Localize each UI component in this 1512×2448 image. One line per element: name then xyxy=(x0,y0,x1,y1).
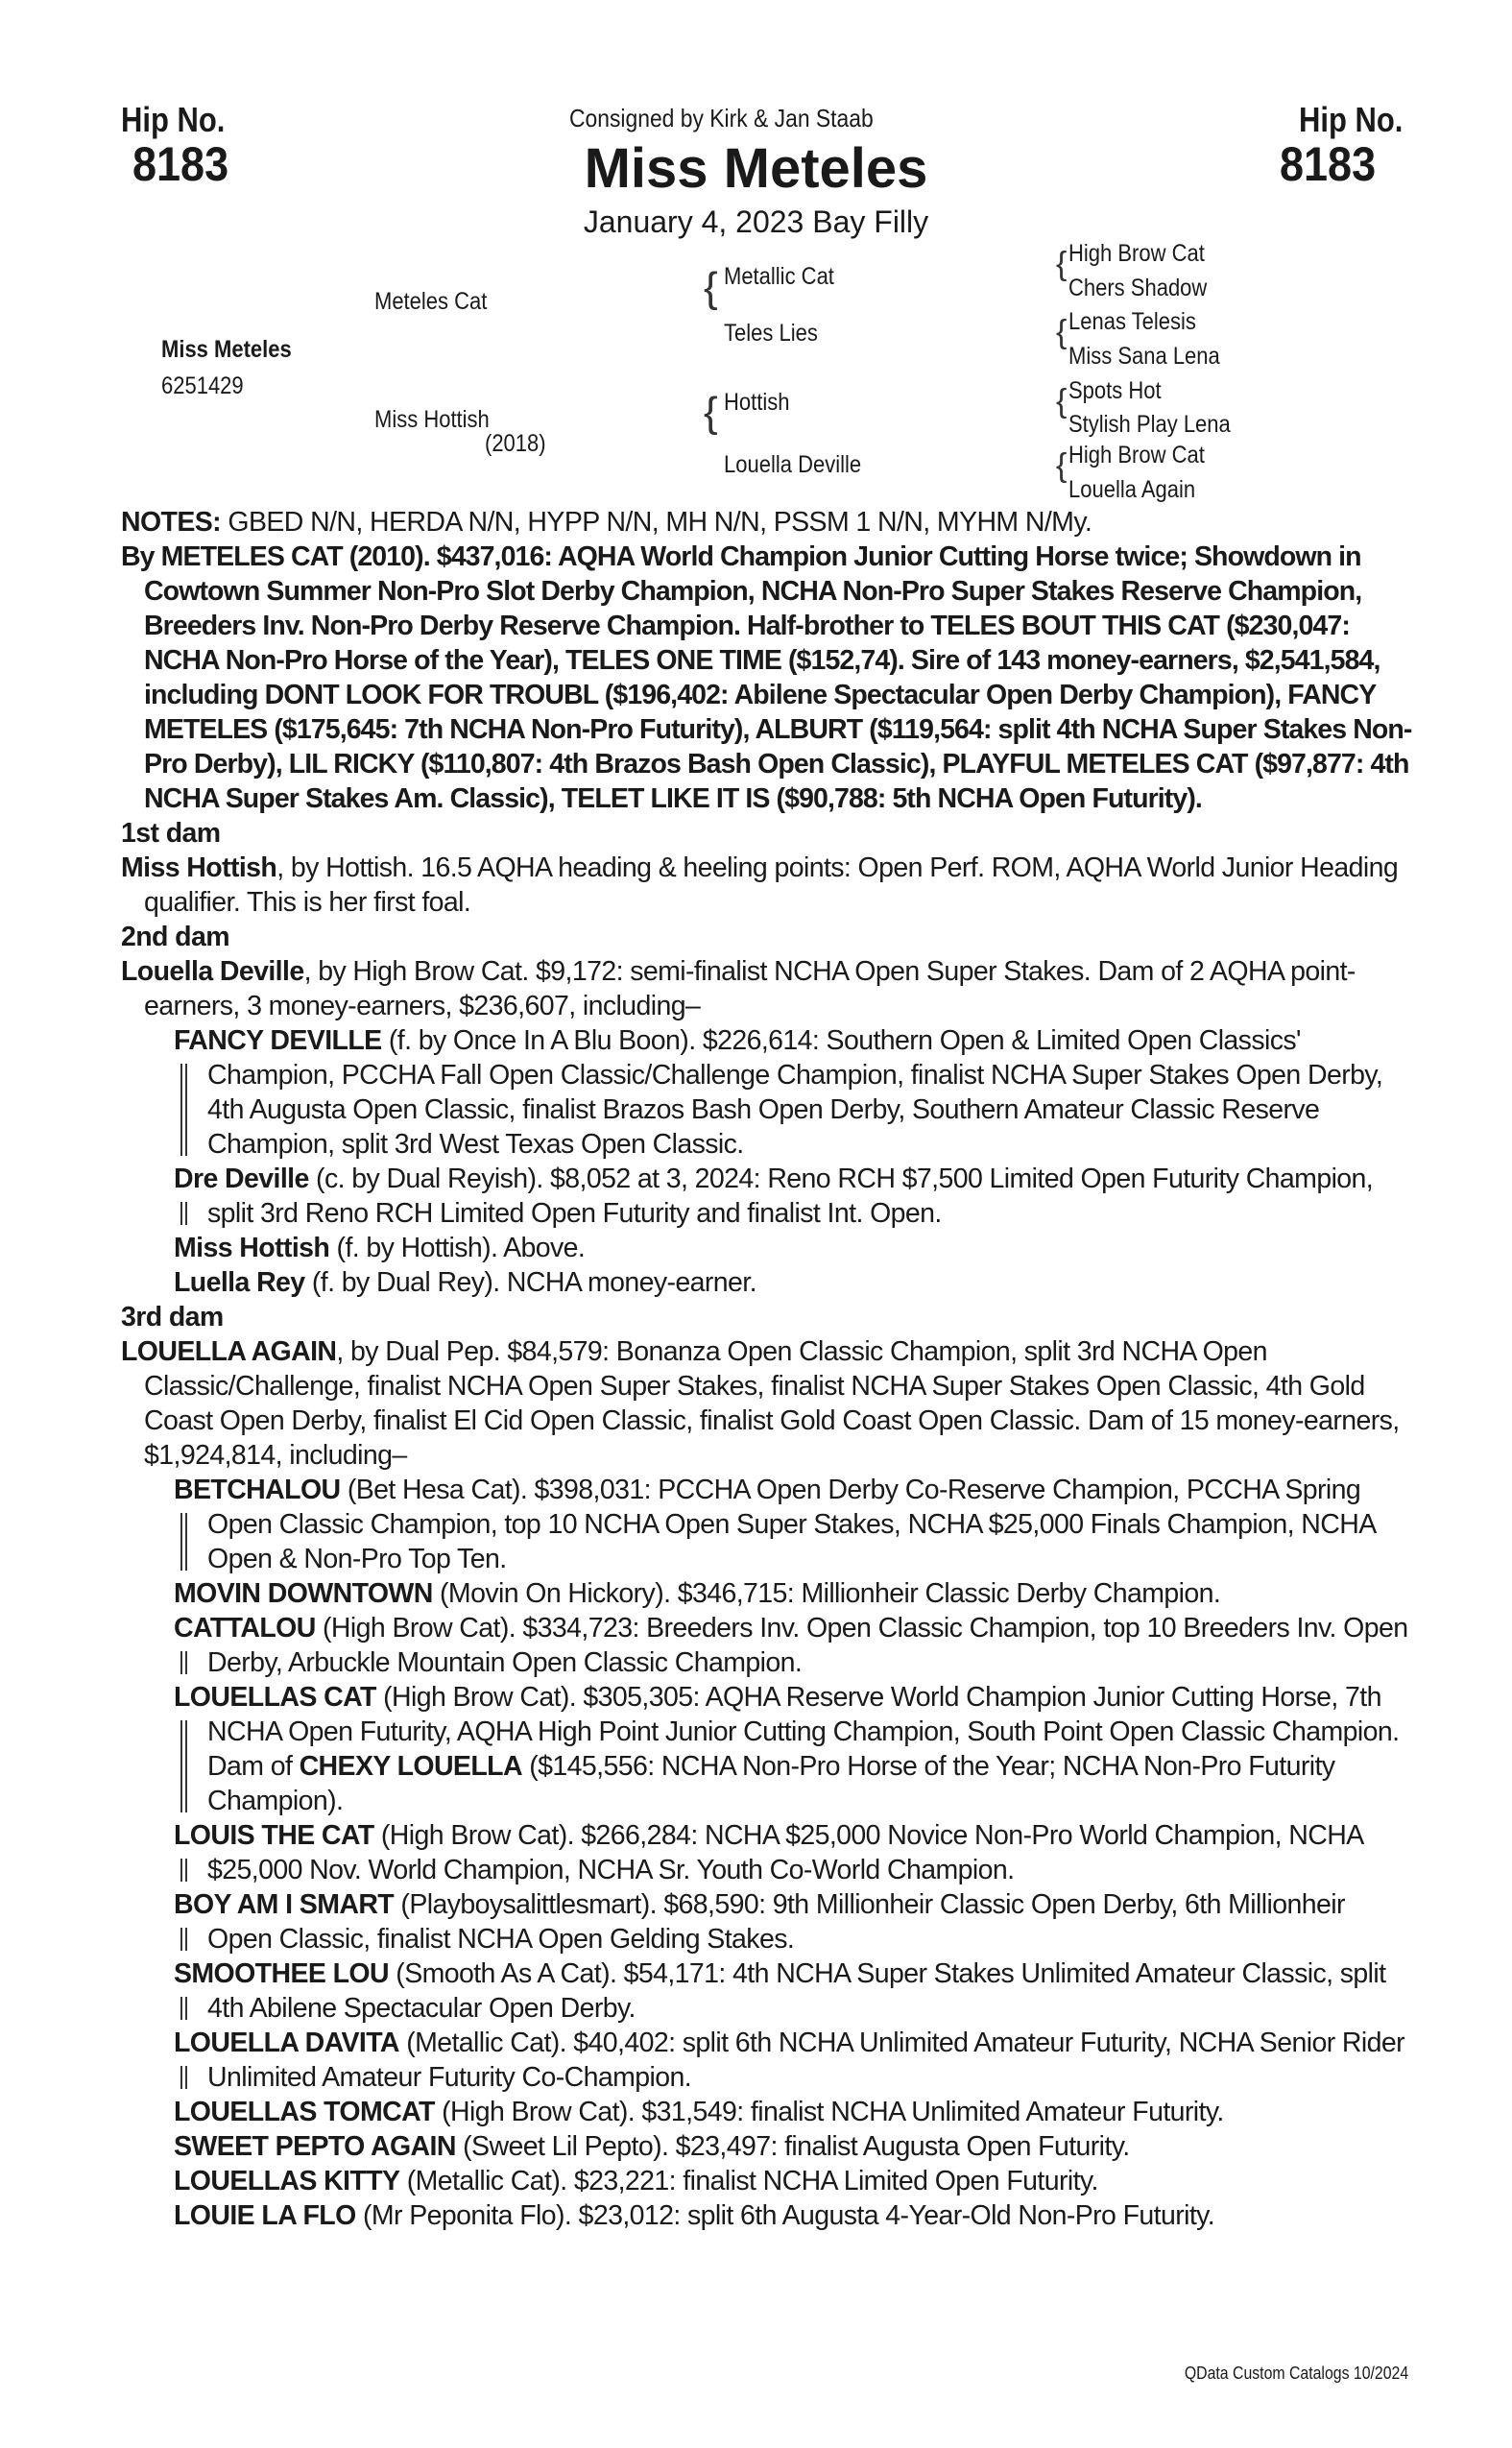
produce-text: (Bet Hesa Cat). $398,031: PCCHA Open Derby Co-Reserve Champion, PCCHA Spring Open Classic Champion, top 10 NCHA Open Super Stakes, NCHA $25,000 Finals Champion, NCHA Open & Non-Pro Top Ten. xyxy=(207,1475,1376,1574)
produce-name: FANCY DEVILLE xyxy=(174,1025,382,1056)
third-dam-name: LOUELLA AGAIN xyxy=(121,1336,337,1367)
third-dam-heading: 3rd dam xyxy=(121,1302,224,1332)
produce-name: BOY AM I SMART xyxy=(174,1889,395,1920)
produce-name: BETCHALOU xyxy=(174,1475,341,1505)
produce-offspring-text: ($145,556: NCHA Non-Pro Horse of the Year; NCHA Non-Pro Futurity Champion). xyxy=(207,1751,1335,1816)
produce-name: LOUELLAS KITTY xyxy=(174,2166,400,2196)
hip-label-left: Hip No. xyxy=(121,100,226,139)
produce-text: (Movin On Hickory). $346,715: Millionheir Classic Derby Champion. xyxy=(432,1578,1221,1609)
produce-name: SWEET PEPTO AGAIN xyxy=(174,2131,456,2162)
produce-entry xyxy=(121,1023,1412,1162)
pedigree-g6: Stylish Play Lena xyxy=(1068,411,1231,438)
produce-text: (High Brow Cat). $334,723: Breeders Inv. Open Classic Champion, top 10 Breeders Inv. Open Derby, Arbuckle Mountain Open Classic Champion. xyxy=(207,1613,1408,1678)
brace-g2: { xyxy=(1056,314,1068,350)
pedigree-dam: Miss Hottish xyxy=(374,406,490,433)
produce-text: (High Brow Cat). $31,549: finalist NCHA Unlimited Amateur Futurity. xyxy=(434,2097,1224,2127)
pedigree-dam-year: (2018) xyxy=(485,430,546,457)
brace-dam-side: { xyxy=(704,389,718,436)
produce-name: LOUIS THE CAT xyxy=(174,1820,374,1851)
produce-text: (Sweet Lil Pepto). $23,497: finalist Augusta Open Futurity. xyxy=(455,2131,1130,2162)
produce-text: (Metallic Cat). $40,402: split 6th NCHA Unlimited Amateur Futurity, NCHA Senior Rider Unlimited Amateur Futurity Co-Champion. xyxy=(207,2028,1405,2093)
produce-entry xyxy=(121,1956,1412,2026)
produce-entry xyxy=(121,2164,1412,2198)
pedigree-sire-sire: Metallic Cat xyxy=(724,263,834,290)
produce-name: LOUELLAS CAT xyxy=(174,1682,376,1713)
produce-text: (c. by Dual Reyish). $8,052 at 3, 2024: Reno RCH $7,500 Limited Open Futurity Champion, split 3rd Reno RCH Limited Open Futurity and finalist Int. Open. xyxy=(207,1164,1374,1229)
pedigree-sire-dam: Teles Lies xyxy=(724,320,818,347)
produce-entry xyxy=(121,1473,1412,1576)
pedigree-sire: Meteles Cat xyxy=(374,288,488,315)
notes-text: GBED N/N, HERDA N/N, HYPP N/N, MH N/N, PSSM 1 N/N, MYHM N/My. xyxy=(221,507,1092,538)
produce-entry xyxy=(121,2129,1412,2164)
produce-name: Miss Hottish xyxy=(174,1233,330,1263)
hip-number-left: 8183 xyxy=(132,137,229,191)
produce-entry xyxy=(121,1265,1412,1300)
produce-text: (Mr Peponita Flo). $23,012: split 6th Augusta 4-Year-Old Non-Pro Futurity. xyxy=(355,2200,1215,2231)
third-dam-text: , by Dual Pep. $84,579: Bonanza Open Classic Champion, split 3rd NCHA Open Classic/Challenge, finalist NCHA Open Super Stakes, finalist NCHA Super Stakes Open Classic, 4th Gold Coast Open Derby, finalist El Cid Open Classic, finalist Gold Coast Open Classic. Dam of 15 money-earners, $1,924,814, including– xyxy=(144,1336,1400,1471)
catalog-body xyxy=(121,505,1412,2233)
produce-name: LOUELLA DAVITA xyxy=(174,2028,399,2058)
first-dam-entry xyxy=(121,851,1412,920)
produce-name: Luella Rey xyxy=(174,1267,305,1298)
consigned-by: Consigned by Kirk & Jan Staab xyxy=(569,104,874,132)
produce-entry xyxy=(121,2198,1412,2233)
hip-label-right: Hip No. xyxy=(1299,100,1404,139)
produce-name: CATTALOU xyxy=(174,1613,316,1644)
pedigree-dam-dam: Louella Deville xyxy=(724,451,862,478)
produce-text: (f. by Once In A Blu Boon). $226,614: Southern Open & Limited Open Classics' Champion, PCCHA Fall Open Classic/Challenge Champion, finalist NCHA Super Stakes Open Derby, 4th Augusta Open Classic, finalist Brazos Bash Open Derby, Southern Amateur Classic Reserve Champion, split 3rd West Texas Open Classic. xyxy=(207,1025,1383,1160)
notes-line xyxy=(121,505,1412,540)
produce-name: LOUELLAS TOMCAT xyxy=(174,2097,435,2127)
second-dam-entry xyxy=(121,954,1412,1023)
hip-number-right: 8183 xyxy=(1280,137,1377,191)
produce-text: (High Brow Cat). $305,305: AQHA Reserve World Champion Junior Cutting Horse, 7th NCHA Open Futurity, AQHA High Point Junior Cutting Champion, South Point Open Classic Champion. Dam of xyxy=(207,1682,1400,1782)
produce-text: (f. by Dual Rey). NCHA money-earner. xyxy=(304,1267,756,1298)
foaled-info: January 4, 2023 Bay Filly xyxy=(583,204,929,239)
second-dam-name: Louella Deville xyxy=(121,956,304,987)
produce-name: LOUIE LA FLO xyxy=(174,2200,356,2231)
second-dam-heading: 2nd dam xyxy=(121,922,229,952)
produce-entry xyxy=(121,2026,1412,2095)
brace-sire-side: { xyxy=(704,264,718,311)
produce-entry xyxy=(121,1611,1412,1680)
first-dam-heading: 1st dam xyxy=(121,818,221,849)
registration-number: 6251429 xyxy=(161,372,244,399)
notes-label: NOTES: xyxy=(121,507,222,538)
produce-entry xyxy=(121,1231,1412,1265)
pedigree-g2: Chers Shadow xyxy=(1068,275,1208,301)
produce-entry xyxy=(121,1162,1412,1231)
brace-g1: { xyxy=(1056,246,1068,282)
produce-entry xyxy=(121,1887,1412,1956)
pedigree-g3: Lenas Telesis xyxy=(1068,308,1196,335)
pedigree-g8: Louella Again xyxy=(1068,476,1196,503)
pedigree-subject: Miss Meteles xyxy=(161,336,292,363)
pedigree-g5: Spots Hot xyxy=(1068,377,1162,404)
produce-entry xyxy=(121,1576,1412,1611)
produce-text: (Metallic Cat). $23,221: finalist NCHA Limited Open Futurity. xyxy=(399,2166,1098,2196)
produce-text: (f. by Hottish). Above. xyxy=(329,1233,586,1263)
produce-entry xyxy=(121,1680,1412,1818)
horse-name-title: Miss Meteles xyxy=(584,137,928,200)
brace-g3: { xyxy=(1056,383,1068,420)
footer-credit: QData Custom Catalogs 10/2024 xyxy=(1184,2364,1408,2383)
second-dam-text: , by High Brow Cat. $9,172: semi-finalist NCHA Open Super Stakes. Dam of 2 AQHA point-earners, 3 money-earners, $236,607, including– xyxy=(144,956,1356,1021)
produce-entry xyxy=(121,1818,1412,1887)
produce-text: (Smooth As A Cat). $54,171: 4th NCHA Super Stakes Unlimited Amateur Classic, split 4th Abilene Spectacular Open Derby. xyxy=(207,1958,1386,2024)
third-dam-entry xyxy=(121,1334,1412,1473)
pedigree-g7: High Brow Cat xyxy=(1068,442,1205,468)
brace-g4: { xyxy=(1056,447,1068,484)
sire-summary: By METELES CAT (2010). $437,016: AQHA World Champion Junior Cutting Horse twice; Showdown in Cowtown Summer Non-Pro Slot Derby Champion, NCHA Non-Pro Super Stakes Reserve Champion, Breeders Inv. Non-Pro Derby Reserve Champion. Half-brother to TELES BOUT THIS CAT ($230,047: NCHA Non-Pro Horse of the Year), TELES ONE TIME ($152,74). Sire of 143 money-earners, $2,541,584, including DONT LOOK FOR TROUBL ($196,402: Abilene Spectacular Open Derby Champion), FANCY METELES ($175,645: 7th NCHA Non-Pro Futurity), ALBURT ($119,564: split 4th NCHA Super Stakes Non-Pro Derby), LIL RICKY ($110,807: 4th Brazos Bash Open Classic), PLAYFUL METELES CAT ($97,877: 4th NCHA Super Stakes Am. Classic), TELET LIKE IT IS ($90,788: 5th NCHA Open Futurity). xyxy=(121,541,1412,814)
first-dam-text: , by Hottish. 16.5 AQHA heading & heeling points: Open Perf. ROM, AQHA World Junior Heading qualifier. This is her first foal. xyxy=(144,852,1399,918)
produce-offspring-name: CHEXY LOUELLA xyxy=(299,1751,522,1782)
produce-text: (High Brow Cat). $266,284: NCHA $25,000 Novice Non-Pro World Champion, NCHA $25,000 Nov. World Champion, NCHA Sr. Youth Co-World Champion. xyxy=(207,1820,1363,1885)
sire-summary-block xyxy=(121,540,1412,816)
produce-name: MOVIN DOWNTOWN xyxy=(174,1578,433,1609)
pedigree-dam-sire: Hottish xyxy=(724,389,790,416)
produce-name: Dre Deville xyxy=(174,1164,309,1194)
produce-entry xyxy=(121,2095,1412,2129)
produce-text: (Playboysalittlesmart). $68,590: 9th Millionheir Classic Open Derby, 6th Millionheir Open Classic, finalist NCHA Open Gelding Stakes. xyxy=(207,1889,1345,1955)
pedigree-g4: Miss Sana Lena xyxy=(1068,343,1220,370)
pedigree-g1: High Brow Cat xyxy=(1068,240,1205,267)
produce-name: SMOOTHEE LOU xyxy=(174,1958,389,1989)
first-dam-name: Miss Hottish xyxy=(121,852,277,883)
